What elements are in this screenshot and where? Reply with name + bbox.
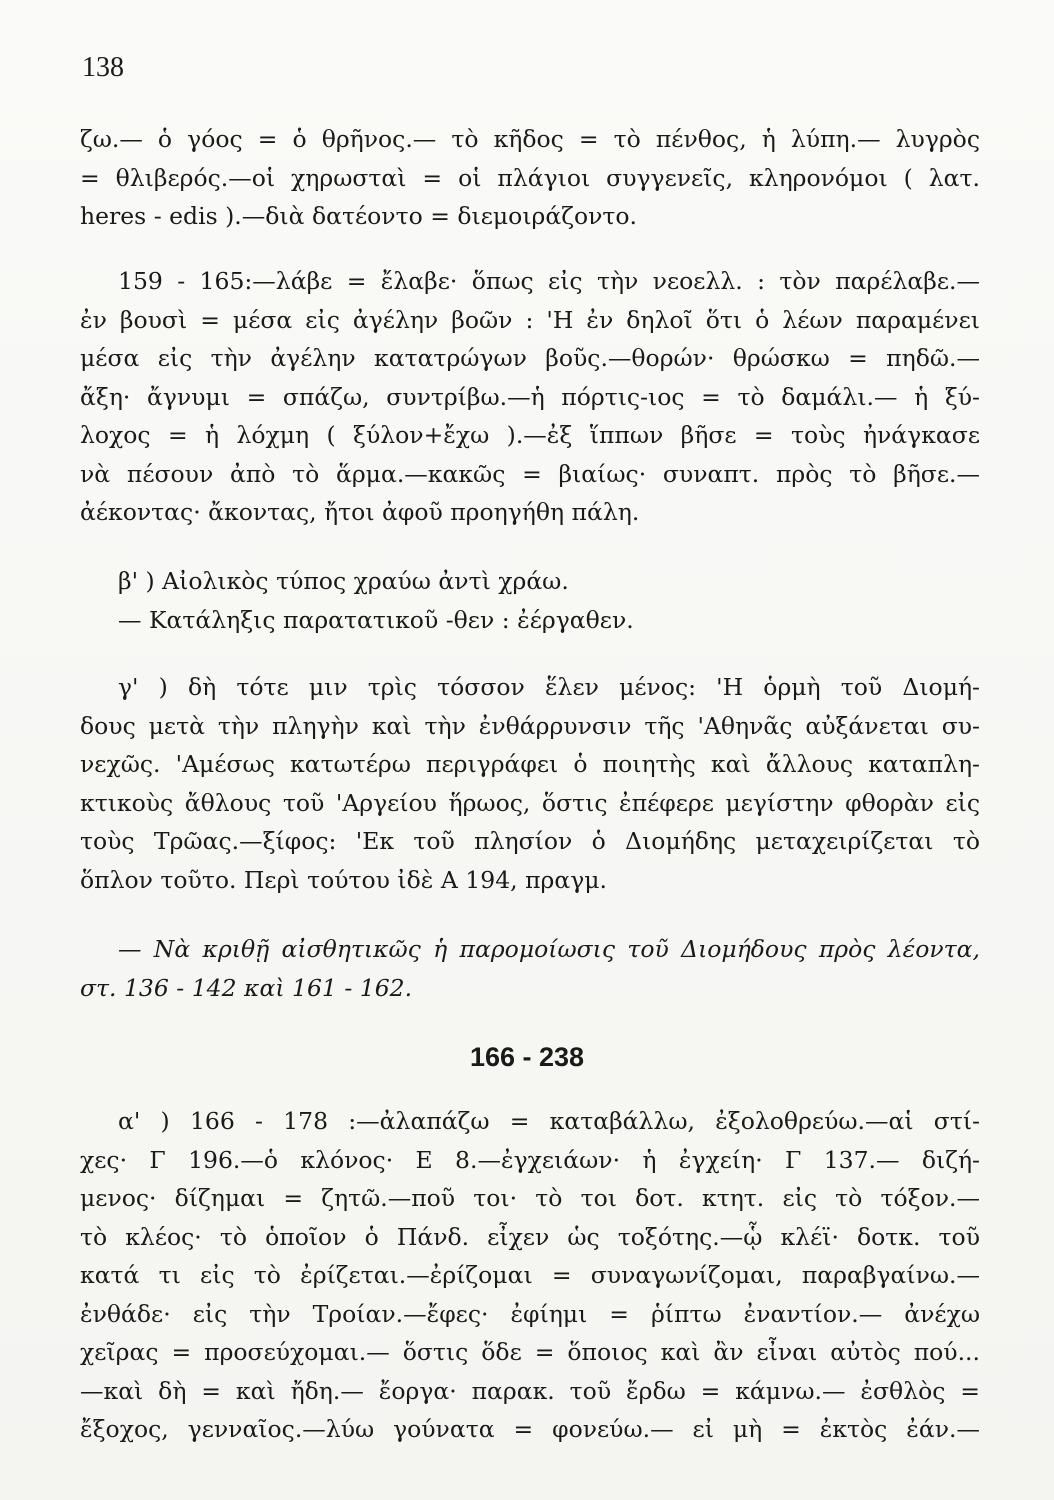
text-line: ἐν βουσὶ = μέσα εἰς ἀγέλην βοῶν : 'Η ἐν δηλοῖ ὅτι ὁ λέων παραμένει [80,305,980,334]
text-line: μενος· δίζημαι = ζητῶ.—ποῦ τοι· τὸ τοι δοτ. κτητ. εἰς τὸ τόξον.— [80,1184,980,1212]
text-line: δους μετὰ τὴν πληγὴν καὶ τὴν ἐνθάρρυνσιν τῆς 'Αθηνᾶς αὐξάνεται συ- [80,711,980,740]
paragraph-166-238 [80,1102,980,1449]
section-heading: 166 - 238 [469,1042,585,1072]
paragraph-gamma [80,668,980,899]
text-line: — Κατάληξις παρατατικοῦ -θεν : ἐέργαθεν. [118,605,634,634]
text-line: β' ) Αἰολικὸς τύπος χραύω ἀντὶ χράω. [118,567,569,595]
text-line: 159 - 165:—λάβε = ἔλαβε· ὅπως εἰς τὴν νεοελλ. : τὸν παρέλαβε.— [118,267,980,295]
text-line: ἔξοχος, γενναῖος.—λύω γούνατα = φονεύω.— εἰ μὴ = ἐκτὸς ἐάν.— [80,1415,980,1443]
text-line: α' ) 166 - 178 :—ἀλαπάζω = καταβάλλω, ἐξολοθρεύω.—αἱ στί- [118,1107,980,1135]
text-line: μέσα εἰς τὴν ἀγέλην κατατρώγων βοῦς.—θορών· θρώσκω = πηδῶ.— [80,344,980,372]
text-line: στ. 136 - 142 καὶ 161 - 162. [80,973,413,1002]
text-line: γ' ) δὴ τότε μιν τρὶς τόσσον ἕλεν μένος: 'Η ὁρμὴ τοῦ Διομή- [118,673,980,701]
text-line: — Νὰ κριθῇ αἰσθητικῶς ἡ παρομοίωσις τοῦ Διομήδους πρὸς λέοντα, [118,935,980,963]
text-line: ἐνθάδε· εἰς τὴν Τροίαν.—ἔφες· ἐφίημι = ῥίπτω ἐναντίον.— ἀνέχω [80,1299,980,1328]
text-line: heres - edis ).—διὰ δατέοντο = διεμοιράζοντο. [80,202,638,230]
paragraph-exercise [80,930,980,1007]
text-line: κτικοὺς ἄθλους τοῦ 'Αργείου ἥρωος, ὅστις ἐπέφερε μεγίστην φθορὰν εἰς [80,788,980,817]
text-line: —καὶ δὴ = καὶ ἤδη.— ἔοργα· παρακ. τοῦ ἔρδω = κάμνω.— ἐσθλὸς = [80,1376,980,1405]
text-line: χες· Γ 196.—ὁ κλόνος· Ε 8.—ἐγχειάων· ἡ ἐγχείη· Γ 137.— διζή- [80,1145,980,1174]
text-line: τοὺς Τρῶας.—ξίφος: 'Εκ τοῦ πλησίον ὁ Διομήδης μεταχειρίζεται τὸ [80,827,980,855]
text-line: ἄξη· ἄγνυμι = σπάζω, συντρίβω.—ἡ πόρτις-ιος = τὸ δαμάλι.— ἡ ξύ- [80,382,980,411]
text-line: ὅπλον τοῦτο. Περὶ τούτου ἰδὲ Α 194, πραγμ. [80,865,608,894]
paragraph-beta [80,562,980,639]
text-line: λοχος = ἡ λόχμη ( ξύλον+ἔχω ).—ἐξ ἵππων βῆσε = τοὺς ἠνάγκασε [80,421,980,449]
paragraph-159-165 [80,262,980,532]
paragraph-glossary-intro [80,120,980,236]
text-line: νὰ πέσουν ἀπὸ τὸ ἅρμα.—κακῶς = βιαίως· συναπτ. πρὸς τὸ βῆσε.— [80,459,980,488]
text-line: κατά τι εἰς τὸ ἐρίζεται.—ἐρίζομαι = συναγωνίζομαι, παραβγαίνω.— [80,1261,980,1289]
text-line: χεῖρας = προσεύχομαι.— ὅστις ὅδε = ὅποιος καὶ ἂν εἶναι αὐτὸς πού... [80,1338,980,1366]
page-number: 138 [82,52,124,83]
text-line: ἀέκοντας· ἄκοντας, ἤτοι ἀφοῦ προηγήθη πάλη. [80,498,640,526]
text-line: τὸ κλέος· τὸ ὁποῖον ὁ Πάνδ. εἶχεν ὡς τοξότης.—ᾧ κλέϊ· δοτκ. τοῦ [80,1222,980,1251]
text-line: ζω.— ὁ γόος = ὁ θρῆνος.— τὸ κῆδος = τὸ πένθος, ἡ λύπη.— λυγρὸς [80,125,980,153]
text-line: = θλιβερός.—οἱ χηρωσταὶ = οἱ πλάγιοι συγγενεῖς, κληρονόμοι ( λατ. [80,163,980,192]
text-line: νεχῶς. 'Αμέσως κατωτέρω περιγράφει ὁ ποιητὴς καὶ ἄλλους καταπλη- [80,750,980,778]
